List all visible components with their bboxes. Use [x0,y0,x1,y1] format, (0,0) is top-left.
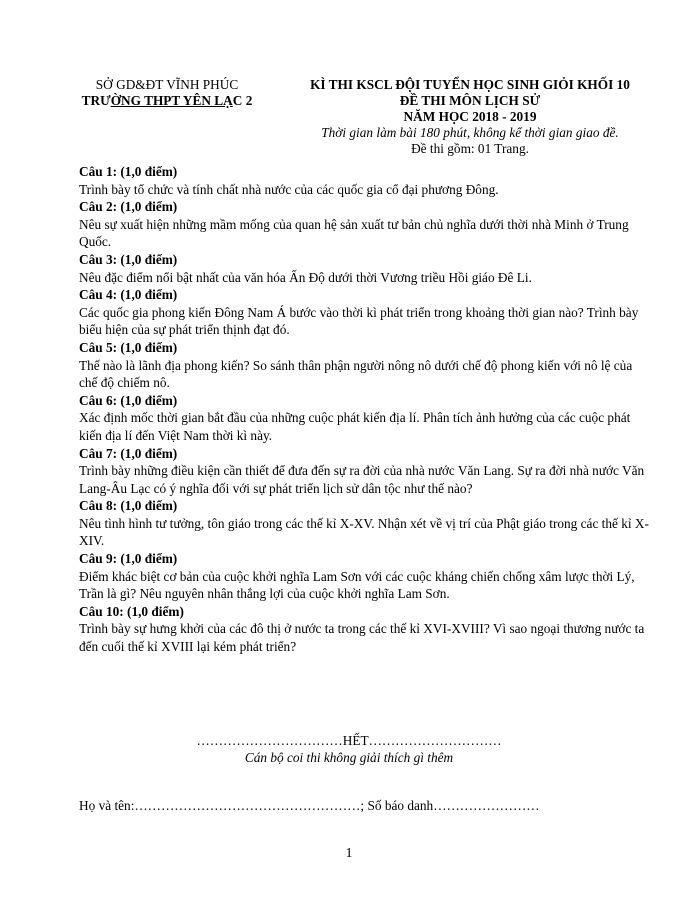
question-5 [79,339,651,392]
school-name-suffix: C 2 [232,93,253,108]
question-9 [79,550,651,603]
exam-subject: ĐỀ THI MÔN LỊCH SỬ [399,93,541,108]
school-name [47,93,287,109]
school-year: NĂM HỌC 2018 - 2019 [403,109,537,124]
question-title: Câu 3: (1,0 điểm) [79,251,178,267]
question-4 [79,286,651,339]
department-name: SỞ GD&ĐT VĨNH PHÚC [95,77,239,92]
question-list [79,163,651,656]
question-text: Nêu sự xuất hiện những mầm mống của quan hệ sản xuất tư bản chủ nghĩa dưới thời nhà Minh ở Trung Quốc. [79,216,629,250]
question-text: Xác định mốc thời gian bắt đầu của những cuộc phát kiến địa lí. Phân tích ảnh hưởng của các cuộc phát kiến địa lí đến Việt Nam thời kì này. [79,410,631,443]
question-8 [79,497,651,550]
school-name-prefix: TRƯ [81,93,111,108]
question-3 [79,251,651,286]
pages-note: Đề thi gồm: 01 Trang. [411,141,529,156]
question-text: Nêu tình hình tư tưởng, tôn giáo trong các thế kỉ X-XV. Nhận xét về vị trí của Phật giáo trong các thế kỉ X-XIV. [79,515,649,549]
school-name-underlined: ỜNG THPT YÊN LẠ [110,93,233,108]
question-6 [79,392,651,445]
question-text: Trình bày những điều kiện cần thiết để đưa đến sự ra đời của nhà nước Văn Lang. Sự ra đời nhà nước Văn Lang-Âu Lạc có ý nghĩa đối với sự phát triển lịch sử dân tộc như thế nào? [79,463,645,496]
question-10 [79,603,651,656]
question-7 [79,445,651,498]
candidate-info-line: Họ và tên:……………………………………………; Số báo danh…………………… [79,798,540,813]
question-text: Nêu đặc điểm nổi bật nhất của văn hóa Ấn Độ dưới thời Vương triều Hồi giáo Đê Li. [79,269,532,285]
end-block [0,732,698,766]
header-left [47,77,287,109]
question-title: Câu 2: (1,0 điểm) [79,199,178,215]
question-title: Câu 4: (1,0 điểm) [79,287,178,303]
question-text: Thế nào là lãnh địa phong kiến? So sánh thân phận người nông nô dưới chế độ phong kiến với nô lệ của chế độ chiếm nô. [79,357,633,391]
question-title: Câu 1: (1,0 điểm) [79,164,178,179]
end-line: ……………………………HẾT………………………… [196,733,502,748]
question-title: Câu 10: (1,0 điểm) [79,603,184,619]
question-1 [79,163,651,198]
question-title: Câu 9: (1,0 điểm) [79,551,178,567]
question-text: Trình bày sự hưng khởi của các đô thị ở nước ta trong các thế kỉ XVI-XVIII? Vì sao ngoại thương nước ta đến cuối thế kỉ XVIII lại kém phát triển? [79,621,645,655]
question-title: Câu 7: (1,0 điểm) [79,445,178,461]
page-number: 1 [345,846,353,861]
question-text: Các quốc gia phong kiến Đông Nam Á bước vào thời kì phát triển trong khoảng thời gian nào? Trình bày biểu hiện của sự phát triển thịnh đạt đó. [79,304,639,338]
invigilator-note: Cán bộ coi thi không giải thích gì thêm [244,750,454,765]
question-title: Câu 8: (1,0 điểm) [79,498,178,514]
time-note: Thời gian làm bài 180 phút, không kể thời gian giao đề. [321,125,619,140]
header-right [278,77,662,157]
exam-title: KÌ THI KSCL ĐỘI TUYỂN HỌC SINH GIỎI KHỐI 10 [310,77,630,92]
question-title: Câu 5: (1,0 điểm) [79,339,178,355]
question-text: Trình bày tổ chức và tính chất nhà nước của các quốc gia cổ đại phương Đông. [79,181,499,197]
question-title: Câu 6: (1,0 điểm) [79,392,178,408]
question-2 [79,198,651,251]
question-text: Điểm khác biệt cơ bản của cuộc khởi nghĩa Lam Sơn với các cuộc kháng chiến chống xâm lược thời Lý, Trần là gì? Nêu nguyên nhân thắng lợi của cuộc khởi nghĩa Lam Sơn. [79,568,635,602]
